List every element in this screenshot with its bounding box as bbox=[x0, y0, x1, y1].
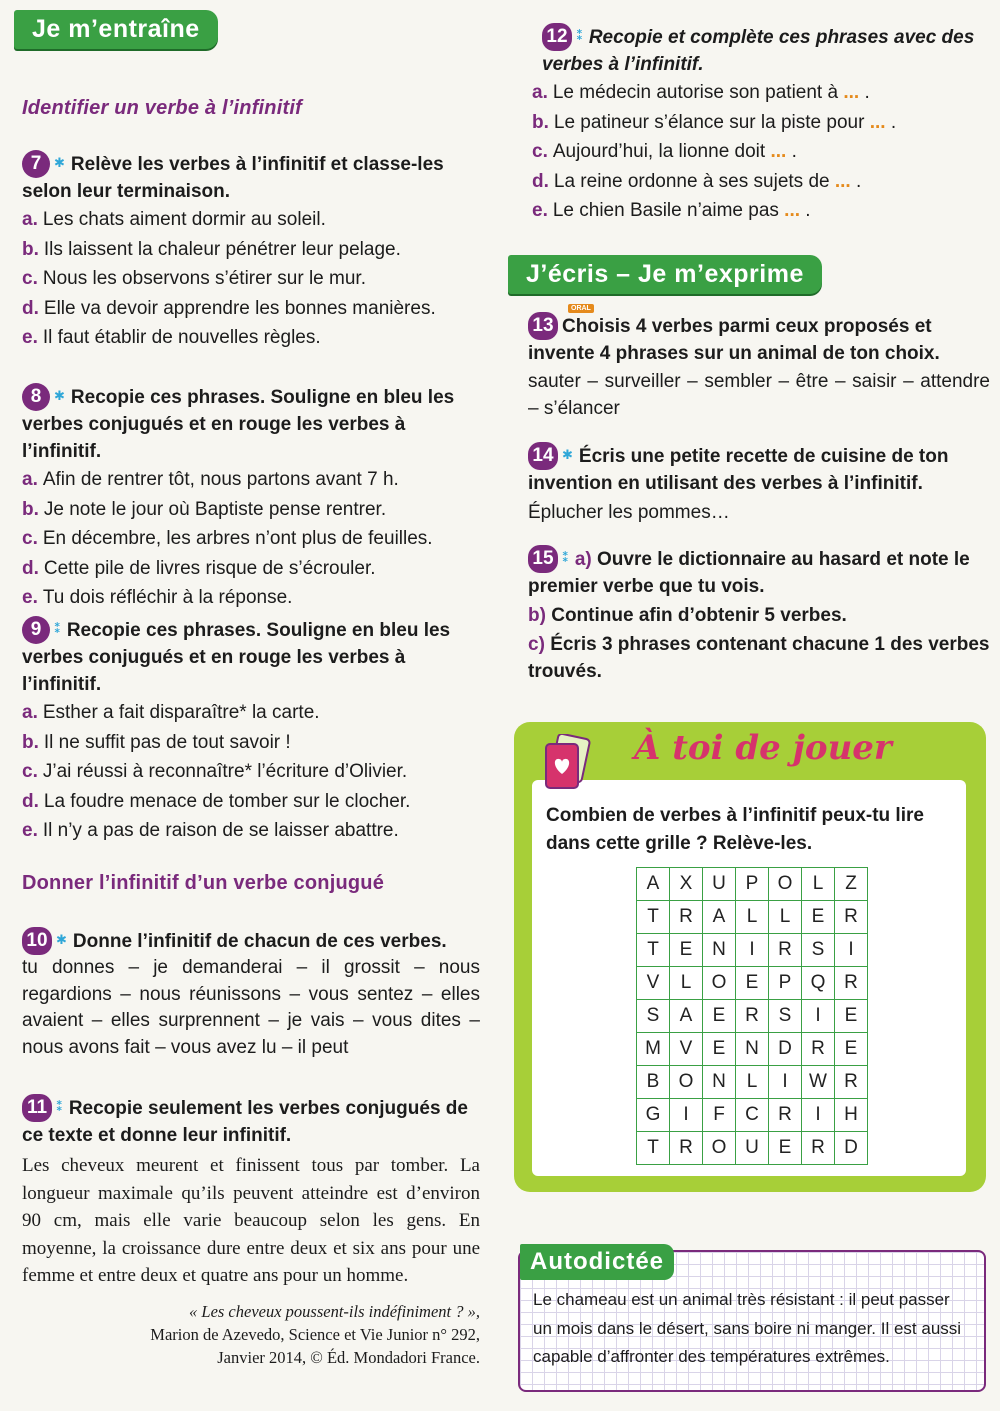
grid-cell: I bbox=[835, 934, 868, 967]
list-item: a. Esther a fait disparaître* la carte. bbox=[22, 702, 320, 723]
grid-row bbox=[637, 1033, 868, 1066]
section-title-identifier: Identifier un verbe à l’infinitif bbox=[22, 97, 302, 119]
list-item: e. Tu dois réfléchir à la réponse. bbox=[22, 587, 293, 608]
exercise-12-items bbox=[532, 78, 992, 226]
difficulty-star-icon: ⁑ bbox=[562, 550, 569, 565]
grid-cell: E bbox=[802, 901, 835, 934]
je-mentraine-banner: Je m’entraîne bbox=[14, 10, 218, 49]
difficulty-star-icon: ✱ bbox=[54, 388, 65, 403]
list-item: b. Ils laissent la chaleur pénétrer leur pelage. bbox=[22, 238, 401, 260]
grid-cell: E bbox=[835, 1033, 868, 1066]
list-item: d. Elle va devoir apprendre les bonnes manières. bbox=[22, 297, 436, 319]
list-item: c. Aujourd’hui, la lionne doit ... . bbox=[532, 141, 797, 162]
grid-cell: V bbox=[670, 1033, 703, 1066]
exercise-number: 14 bbox=[528, 442, 558, 470]
list-item: a. Les chats aiment dormir au soleil. bbox=[22, 209, 326, 230]
list-item: e. Il n’y a pas de raison de se laisser abattre. bbox=[22, 820, 399, 841]
grid-cell: R bbox=[835, 901, 868, 934]
difficulty-star-icon: ⁑ bbox=[54, 621, 61, 636]
exercise-15: 15 ⁑ a) Ouvre le dictionnaire au hasard et note le premier verbe que tu vois. b) Continue afin d’obtenir 5 verbes. c) Écris 3 phrases contenant chacune 1 des verbes trouvés. bbox=[528, 544, 990, 685]
grid-row bbox=[637, 967, 868, 1000]
grid-cell: X bbox=[670, 868, 703, 901]
exercise-instruction: Relève les verbes à l’infinitif et classe-les selon leur terminaison. bbox=[22, 154, 444, 202]
grid-cell: R bbox=[835, 1066, 868, 1099]
grid-row bbox=[637, 934, 868, 967]
grid-cell: L bbox=[802, 868, 835, 901]
exercise-instruction: Recopie ces phrases. Souligne en bleu les verbes conjugués et en rouge les verbes à l’infinitif. bbox=[22, 620, 451, 695]
grid-cell: O bbox=[670, 1066, 703, 1099]
list-item: d. La reine ordonne à ses sujets de ... . bbox=[532, 170, 862, 192]
exercise-instruction: Donne l’infinitif de chacun de ces verbes. bbox=[72, 931, 447, 952]
list-item: c. Nous les observons s’étirer sur le mur. bbox=[22, 268, 366, 289]
section-title-donner: Donner l’infinitif d’un verbe conjugué bbox=[22, 872, 385, 894]
grid-cell: I bbox=[802, 1000, 835, 1033]
grid-cell: E bbox=[703, 1000, 736, 1033]
grid-cell: H bbox=[835, 1099, 868, 1132]
exercise-items bbox=[22, 698, 480, 846]
grid-cell: T bbox=[637, 1132, 670, 1165]
verb-list: tu donnes – je demanderai – il grossit – nous regardions – nous réunissons – vous sentez – elles avaient – elles surprennent – je vais – vous dites – nous avons fait – vous avez lu – il peut bbox=[22, 957, 480, 1058]
exercise-instruction: Choisis 4 verbes parmi ceux proposés et invente 4 phrases sur un animal de ton choix. bbox=[528, 316, 940, 364]
exercise-13 bbox=[528, 305, 990, 422]
grid-row bbox=[637, 1000, 868, 1033]
list-item: a. Afin de rentrer tôt, nous partons avant 7 h. bbox=[22, 469, 399, 490]
list-item: e. Il faut établir de nouvelles règles. bbox=[22, 327, 321, 348]
exercise-number: 15 bbox=[528, 545, 558, 573]
difficulty-star-icon: ✱ bbox=[54, 155, 65, 170]
grid-row bbox=[637, 901, 868, 934]
grid-cell: N bbox=[703, 934, 736, 967]
exercise-7 bbox=[22, 149, 480, 353]
grid-cell: O bbox=[769, 868, 802, 901]
source-credit: « Les cheveux poussent-ils indéfiniment ? », Marion de Azevedo, Science et Vie Junior n° 292, Janvier 2014, © Éd. Mondadori France. bbox=[150, 1301, 480, 1367]
grid-cell: R bbox=[802, 1132, 835, 1165]
exercise-8 bbox=[22, 382, 480, 613]
jecris-banner: J’écris – Je m’exprime bbox=[508, 255, 822, 294]
exercise-number: 8 bbox=[22, 383, 50, 411]
grid-cell: U bbox=[703, 868, 736, 901]
grid-cell: E bbox=[769, 1132, 802, 1165]
list-item: a. Le médecin autorise son patient à ... . bbox=[532, 82, 870, 103]
grid-cell: Q bbox=[802, 967, 835, 1000]
exercise-number: 10 bbox=[22, 927, 52, 955]
grid-cell: W bbox=[802, 1066, 835, 1099]
grid-cell: N bbox=[736, 1033, 769, 1066]
exercise-instruction: Recopie seulement les verbes conjugués de ce texte et donne leur infinitif. bbox=[22, 1098, 468, 1146]
game-box bbox=[514, 722, 986, 1192]
grid-cell: T bbox=[637, 934, 670, 967]
exercise-12 bbox=[542, 22, 1000, 78]
exercise-number: 11 bbox=[22, 1094, 52, 1122]
grid-cell: P bbox=[736, 868, 769, 901]
grid-cell: F bbox=[703, 1099, 736, 1132]
verb-choices: sauter – surveiller – sembler – être – saisir – attendre – s’élancer bbox=[528, 371, 990, 419]
difficulty-star-icon: ✱ bbox=[562, 447, 573, 462]
grid-cell: E bbox=[703, 1033, 736, 1066]
exercise-11 bbox=[22, 1093, 480, 1369]
game-question: Combien de verbes à l’infinitif peux-tu lire dans cette grille ? Relève-les. bbox=[546, 805, 924, 854]
grid-cell: G bbox=[637, 1099, 670, 1132]
grid-row bbox=[637, 868, 868, 901]
grid-cell: T bbox=[637, 901, 670, 934]
exercise-number: 13 bbox=[528, 312, 558, 340]
subitem-c: c) Écris 3 phrases contenant chacune 1 des verbes trouvés. bbox=[528, 634, 990, 682]
list-item: e. Le chien Basile n’aime pas ... . bbox=[532, 200, 811, 221]
grid-cell: C bbox=[736, 1099, 769, 1132]
grid-cell: U bbox=[736, 1132, 769, 1165]
grid-cell: L bbox=[769, 901, 802, 934]
grid-cell: I bbox=[769, 1066, 802, 1099]
autodictee-text: Le chameau est un animal très résistant : il peut passer un mois dans le désert, sans boire ni manger. Il est aussi capable d’affronter des températures extrêmes. bbox=[533, 1290, 962, 1366]
word-grid bbox=[636, 867, 868, 1165]
list-item: d. Cette pile de livres risque de s’écrouler. bbox=[22, 557, 376, 579]
grid-cell: R bbox=[736, 1000, 769, 1033]
grid-cell: V bbox=[637, 967, 670, 1000]
exercise-10 bbox=[22, 926, 480, 1061]
grid-cell: L bbox=[670, 967, 703, 1000]
grid-cell: E bbox=[736, 967, 769, 1000]
grid-row bbox=[637, 1099, 868, 1132]
list-item: c. En décembre, les arbres n’ont plus de feuilles. bbox=[22, 528, 433, 549]
grid-cell: P bbox=[769, 967, 802, 1000]
grid-cell: R bbox=[802, 1033, 835, 1066]
grid-cell: I bbox=[736, 934, 769, 967]
difficulty-star-icon: ✱ bbox=[56, 932, 67, 947]
exercise-number: 7 bbox=[22, 150, 50, 178]
difficulty-star-icon: ⁑ bbox=[576, 28, 583, 43]
grid-cell: O bbox=[703, 1132, 736, 1165]
grid-cell: O bbox=[703, 967, 736, 1000]
playing-cards-icon bbox=[540, 734, 594, 792]
grid-cell: S bbox=[802, 934, 835, 967]
exercise-14 bbox=[528, 441, 990, 527]
grid-cell: A bbox=[670, 1000, 703, 1033]
grid-cell: D bbox=[835, 1132, 868, 1165]
oral-badge: ORAL bbox=[568, 304, 594, 313]
list-item: d. La foudre menace de tomber sur le clocher. bbox=[22, 790, 411, 812]
difficulty-star-icon: ⁑ bbox=[56, 1099, 63, 1114]
grid-cell: I bbox=[802, 1099, 835, 1132]
exercise-number: 12 bbox=[542, 23, 572, 51]
grid-cell: B bbox=[637, 1066, 670, 1099]
grid-cell: S bbox=[637, 1000, 670, 1033]
grid-cell: D bbox=[769, 1033, 802, 1066]
list-item: b. Le patineur s’élance sur la piste pour ... . bbox=[532, 111, 897, 133]
exercise-number: 9 bbox=[22, 616, 50, 644]
grid-cell: S bbox=[769, 1000, 802, 1033]
grid-cell: Z bbox=[835, 868, 868, 901]
list-item: b. Je note le jour où Baptiste pense rentrer. bbox=[22, 498, 387, 520]
exercise-instruction: Recopie et complète ces phrases avec des verbes à l’infinitif. bbox=[542, 27, 975, 75]
grid-cell: R bbox=[670, 901, 703, 934]
exercise-items bbox=[22, 205, 480, 353]
grid-cell: R bbox=[769, 934, 802, 967]
game-title: À toi de jouer bbox=[634, 728, 892, 768]
exercise-instruction: Recopie ces phrases. Souligne en bleu les verbes conjugués et en rouge les verbes à l’infinitif. bbox=[22, 387, 455, 462]
autodictee-title: Autodictée bbox=[520, 1244, 674, 1280]
grid-cell: R bbox=[769, 1099, 802, 1132]
exercise-instruction: Écris une petite recette de cuisine de ton invention en utilisant des verbes à l’infinitif. bbox=[528, 446, 949, 494]
grid-cell: L bbox=[736, 1066, 769, 1099]
grid-cell: I bbox=[670, 1099, 703, 1132]
grid-cell: E bbox=[835, 1000, 868, 1033]
grid-row bbox=[637, 1132, 868, 1165]
text-passage: Les cheveux meurent et finissent tous par tomber. La longueur maximale qu’ils peuvent atteindre est d’environ 90 cm, mais elle varie beaucoup selon les gens. En moyenne, la croissance dure entre deux et six ans pour une femme et entre deux et quatre ans pour un homme. bbox=[22, 1155, 480, 1286]
grid-cell: E bbox=[670, 934, 703, 967]
exercise-9 bbox=[22, 615, 480, 846]
exercise-items bbox=[22, 465, 480, 613]
list-item: b. Il ne suffit pas de tout savoir ! bbox=[22, 731, 291, 753]
example-text: Éplucher les pommes… bbox=[528, 502, 730, 523]
grid-cell: R bbox=[670, 1132, 703, 1165]
grid-cell: A bbox=[637, 868, 670, 901]
grid-cell: A bbox=[703, 901, 736, 934]
grid-row bbox=[637, 1066, 868, 1099]
grid-cell: N bbox=[703, 1066, 736, 1099]
grid-cell: L bbox=[736, 901, 769, 934]
grid-cell: M bbox=[637, 1033, 670, 1066]
list-item: c. J’ai réussi à reconnaître* l’écriture d’Olivier. bbox=[22, 761, 408, 782]
subitem-b: b) Continue afin d’obtenir 5 verbes. bbox=[528, 605, 847, 626]
grid-cell: R bbox=[835, 967, 868, 1000]
